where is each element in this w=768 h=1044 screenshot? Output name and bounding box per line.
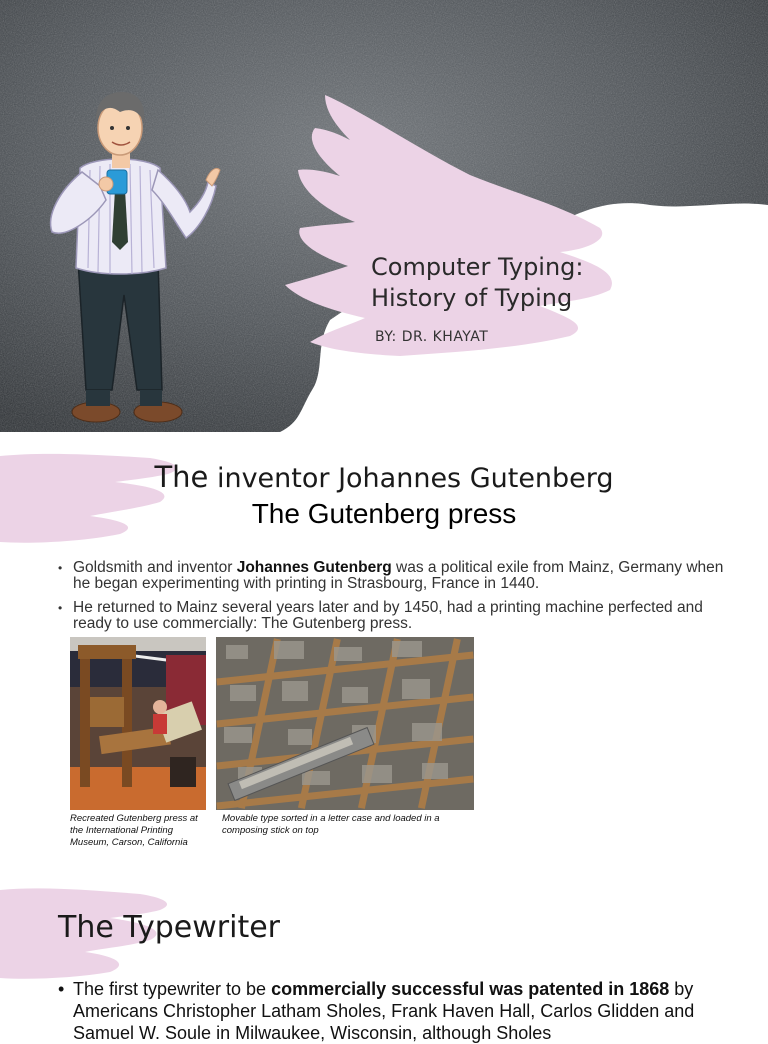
slide-title: The Typewriter	[58, 910, 280, 945]
bullet-text: He returned to Mainz several years later and by 1450, had a printing machine perfected and ready to use commercially: The Gutenberg press.	[73, 599, 703, 632]
press-photo-caption: Recreated Gutenberg press at the International Printing Museum, Carson, California	[70, 813, 198, 848]
gutenberg-slide	[0, 432, 768, 864]
typewriter-slide	[0, 864, 768, 1043]
title-slide	[0, 0, 768, 432]
presentation-title: Computer Typing: History of Typing	[371, 253, 584, 312]
bullet-item	[58, 600, 728, 632]
bullet-item	[58, 560, 728, 592]
bullet-list	[58, 560, 728, 640]
slide-title-prefix: The	[154, 460, 209, 494]
bullet-item	[58, 978, 733, 1044]
bullet-bold-text: commercially successful was patented in 1868	[271, 979, 670, 999]
author-byline: BY: DR. KHAYAT	[375, 329, 489, 345]
bullet-bold-text: Johannes Gutenberg	[236, 559, 392, 576]
slide-subtitle: The Gutenberg press	[251, 498, 517, 529]
type-photo-caption: Movable type sorted in a letter case and loaded in a composing stick on top	[222, 813, 440, 836]
gutenberg-press-photo	[70, 637, 206, 810]
teacher-character-illustration	[40, 90, 230, 430]
bullet-text: Goldsmith and inventor	[73, 559, 237, 576]
bullet-text: by Americans Christopher Latham Sholes, Frank Haven Hall, Carlos Glidden and Samuel W. Soule in Milwaukee, Wisconsin, although Sholes	[73, 979, 695, 1043]
slide-title-rest: inventor Johannes Gutenberg	[216, 463, 614, 494]
bullet-text: was a political exile from Mainz, Germany when he began experimenting with printing in Strasbourg, France in 1440.	[73, 559, 724, 592]
bullet-text: The first typewriter to be	[73, 979, 272, 999]
movable-type-photo	[216, 637, 474, 810]
slide-title	[0, 460, 768, 494]
